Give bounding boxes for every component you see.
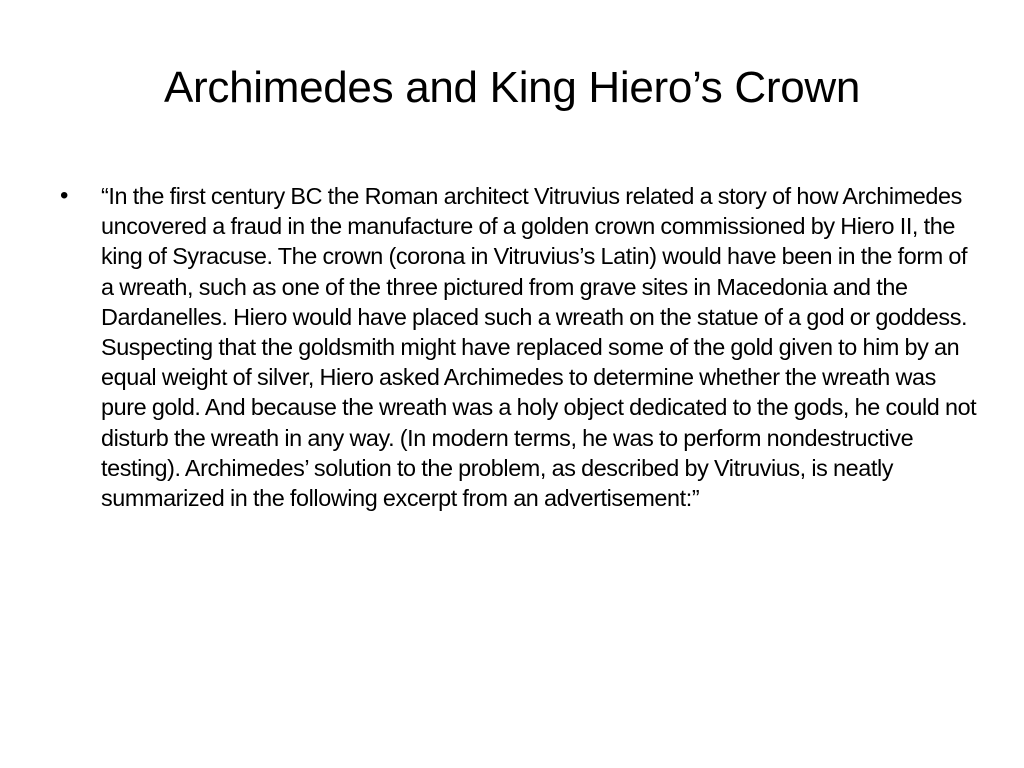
slide-title: Archimedes and King Hiero’s Crown xyxy=(163,63,861,112)
bullet-marker-icon: • xyxy=(60,182,69,209)
bullet-text: “In the first century BC the Roman architect Vitruvius related a story of how Archimedes uncovered a fraud in the manufacture of a golden crown commissioned by Hiero II, the king of Syracuse. The crown (corona in Vitruvius’s Latin) would have been in the form of a wreath, such as one of the three pictured from grave sites in Macedonia and the Dardanelles. Hiero would have placed such a wreath on the statue of a god or goddess. Suspecting that the goldsmith might have replaced some of the gold given to him by an equal weight of silver, Hiero asked Archimedes to determine whether the wreath was pure gold. And because the wreath was a holy object dedicated to the gods, he could not disturb the wreath in any way. (In modern terms, he was to perform nondestructive testing). Archimedes’ solution to the problem, as described by Vitruvius, is neatly summarized in the following excerpt from an advertisement:” xyxy=(101,183,977,512)
bullet-list xyxy=(60,181,980,513)
bullet-item xyxy=(60,181,980,513)
